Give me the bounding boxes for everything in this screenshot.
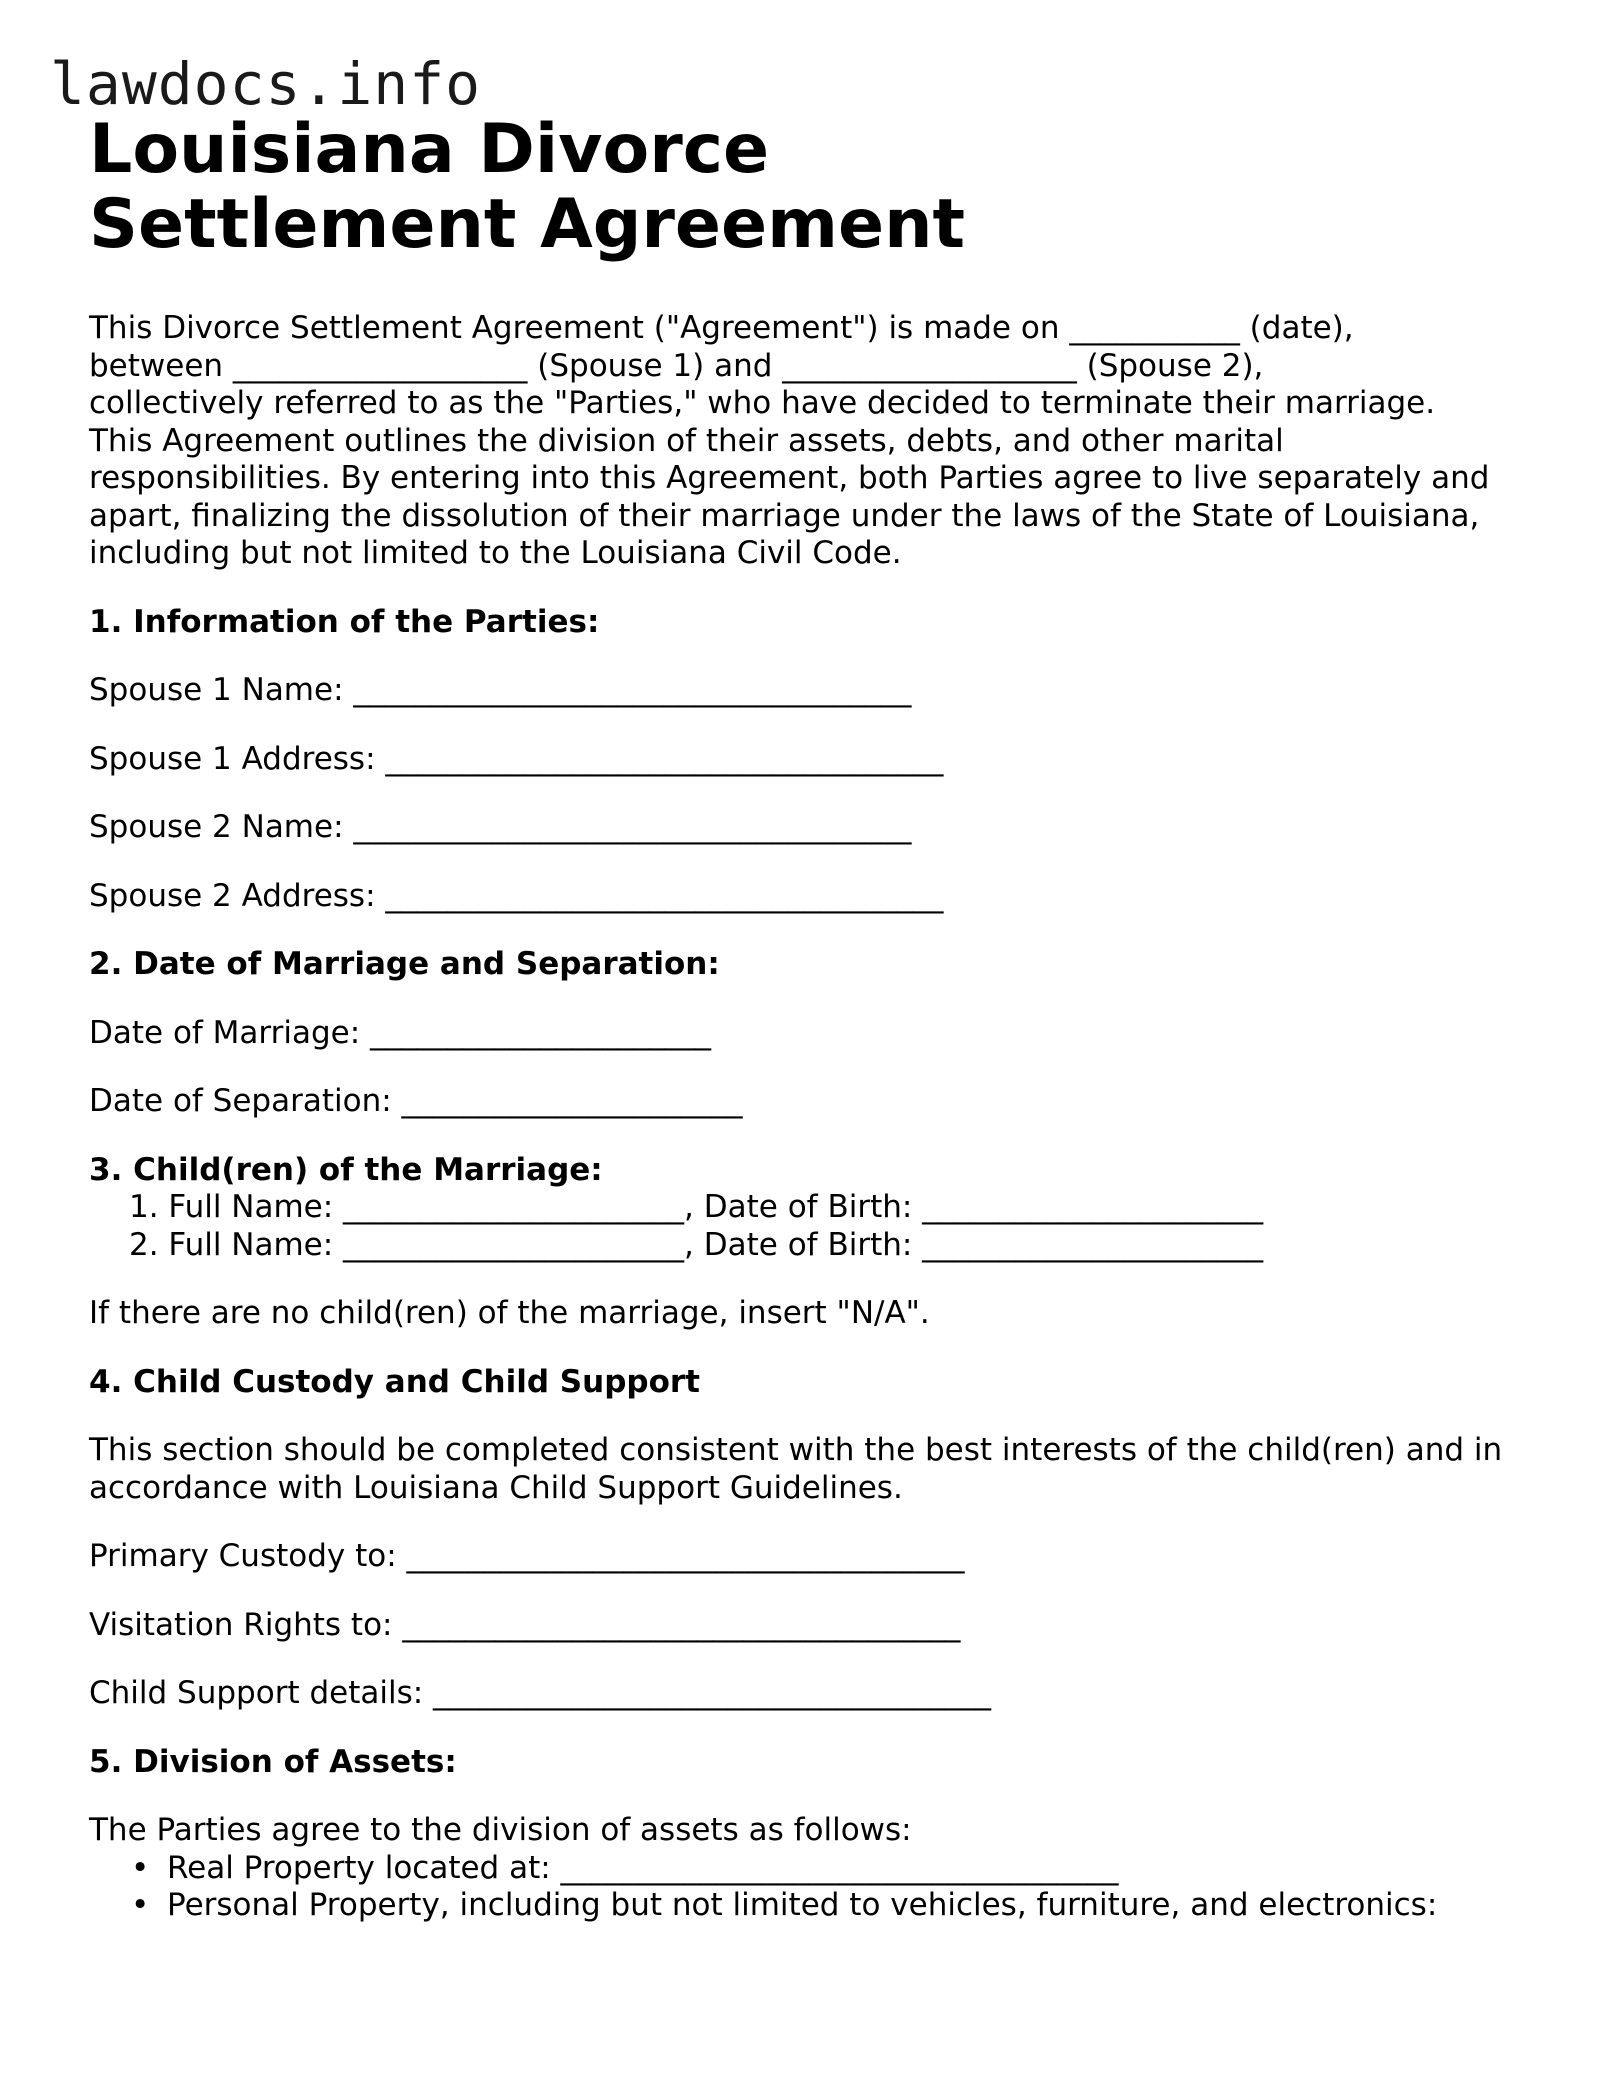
visitation-rights-field: Visitation Rights to: ____________________________________: [89, 1606, 961, 1643]
spouse2-name-field: Spouse 2 Name: ____________________________________: [89, 809, 912, 845]
primary-custody-field: Primary Custody to: ____________________________________: [89, 1538, 965, 1574]
intro-line: collectively referred to as the "Parties," who have decided to terminate their marriage.: [89, 385, 1436, 421]
section-3-heading: 3. Child(ren) of the Marriage:: [89, 1151, 603, 1188]
document-body: [89, 112, 1549, 1925]
description-line: This section should be completed consistent with the best interests of the child(ren) and in: [89, 1432, 1503, 1468]
section-1-heading: 1. Information of the Parties:: [89, 603, 600, 640]
site-watermark: lawdocs.info: [50, 50, 482, 118]
intro-line: including but not limited to the Louisiana Civil Code.: [89, 535, 902, 571]
asset-item-text: Personal Property, including but not limited to vehicles, furniture, and electronics:: [167, 1887, 1438, 1923]
description-line: accordance with Louisiana Child Support Guidelines.: [89, 1469, 903, 1506]
bullet-icon: •: [131, 1849, 150, 1886]
spouse1-name-field: Spouse 1 Name: ____________________________________: [89, 672, 912, 708]
asset-item: [89, 1887, 1549, 1925]
intro-line: responsibilities. By entering into this Agreement, both Parties agree to live separately and: [89, 460, 1490, 496]
intro-line: This Divorce Settlement Agreement ("Agreement") is made on ___________ (date),: [89, 310, 1354, 346]
asset-item: [89, 1850, 1549, 1888]
section-5-heading: 5. Division of Assets:: [89, 1743, 457, 1780]
date-of-separation-field: Date of Separation: ______________________: [89, 1083, 743, 1119]
asset-item-text: Real Property located at: ____________________________________: [167, 1849, 1119, 1886]
child-entry: 1. Full Name: ______________________, Date of Birth: ______________________: [129, 1189, 1264, 1225]
intro-line: This Agreement outlines the division of their assets, debts, and other marital: [89, 422, 1284, 459]
bullet-icon: •: [131, 1887, 150, 1923]
section-5-description: The Parties agree to the division of assets as follows:: [89, 1812, 912, 1848]
document-title: Louisiana Divorce Settlement Agreement: [89, 110, 966, 264]
intro-line: apart, finalizing the dissolution of their marriage under the laws of the State of Louisiana,: [89, 497, 1480, 534]
section-2-heading: 2. Date of Marriage and Separation:: [89, 946, 720, 982]
spouse2-address-field: Spouse 2 Address: ____________________________________: [89, 877, 944, 914]
child-support-field: Child Support details: ____________________________________: [89, 1675, 992, 1711]
children-list: [89, 1189, 1549, 1264]
intro-paragraph: [89, 310, 1549, 573]
date-of-marriage-field: Date of Marriage: ______________________: [89, 1014, 712, 1051]
section-4-description: [89, 1432, 1549, 1507]
children-note: If there are no child(ren) of the marriage, insert "N/A".: [89, 1295, 930, 1331]
intro-line: between ___________________ (Spouse 1) and ___________________ (Spouse 2),: [89, 347, 1264, 384]
spouse1-address-field: Spouse 1 Address: ____________________________________: [89, 740, 944, 777]
child-entry: 2. Full Name: ______________________, Date of Birth: ______________________: [129, 1226, 1264, 1263]
section-4-heading: 4. Child Custody and Child Support: [89, 1363, 700, 1400]
assets-list: [89, 1850, 1549, 1925]
